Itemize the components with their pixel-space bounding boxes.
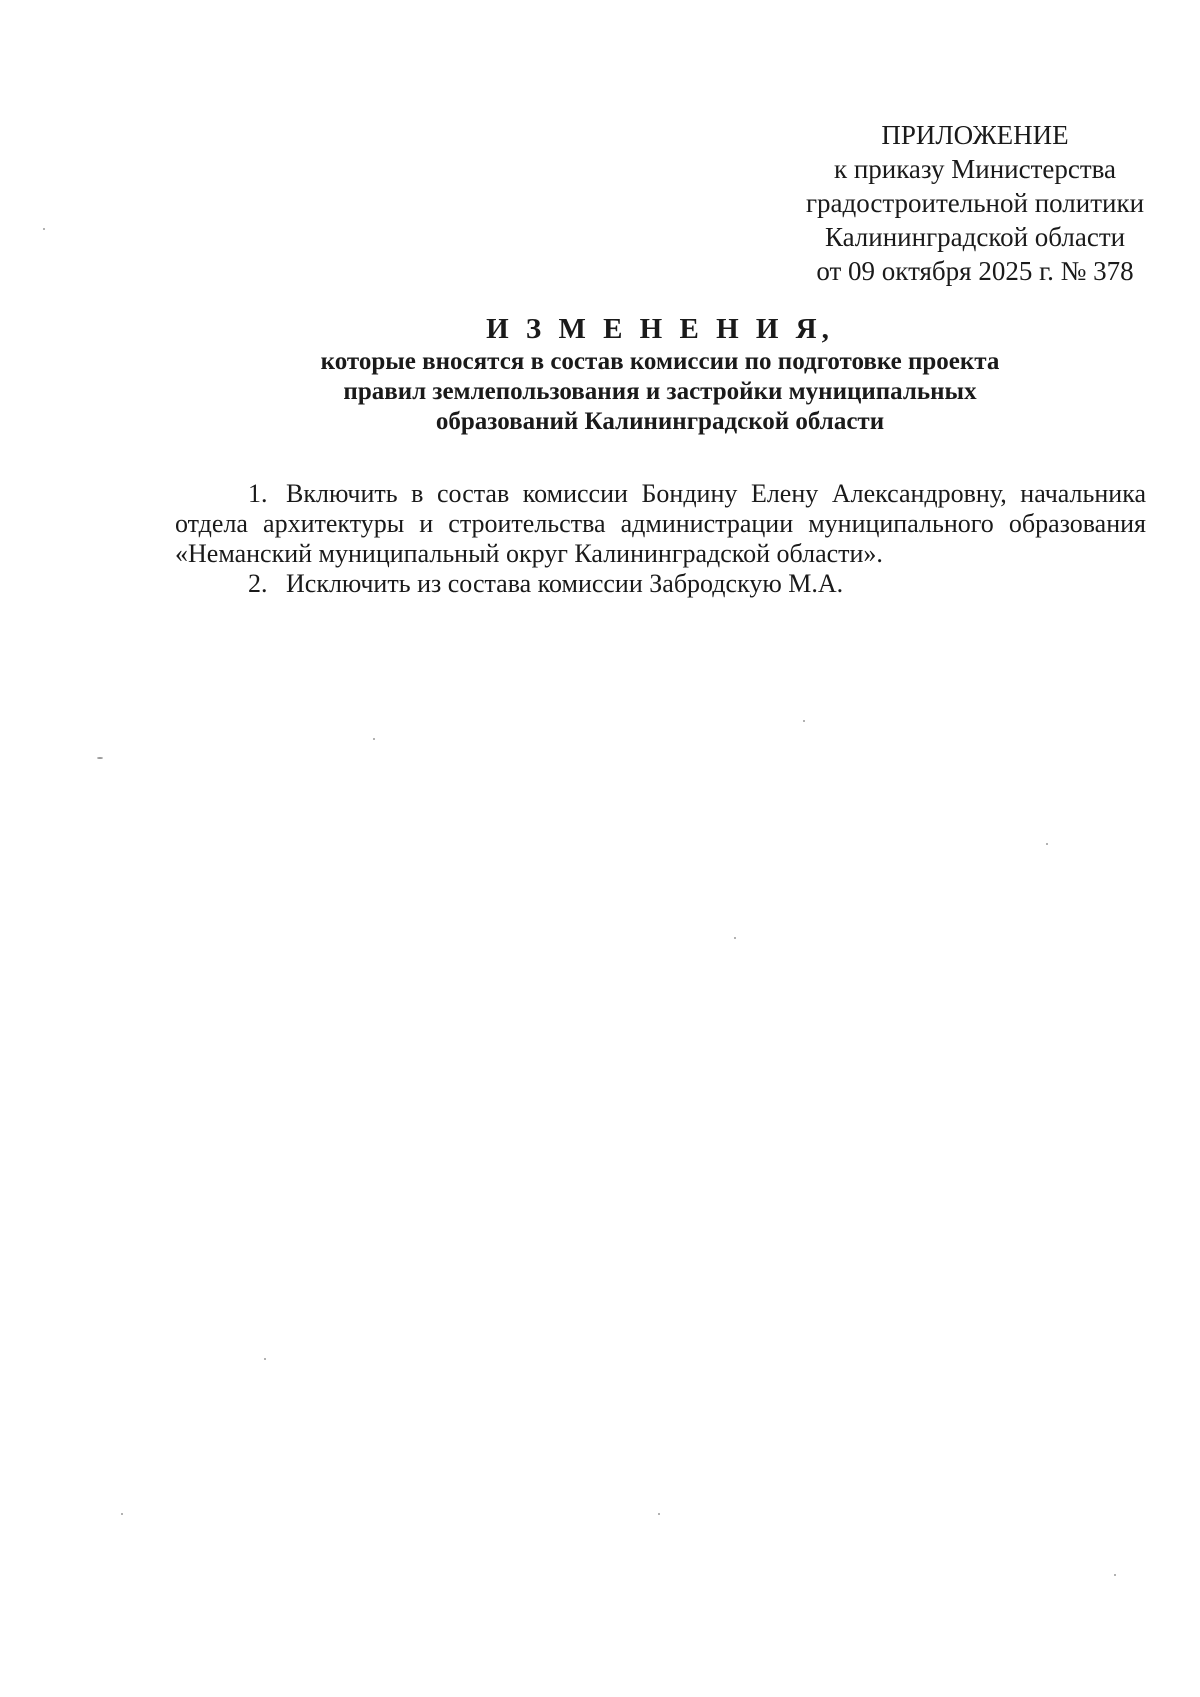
heading-subtitle-line: правил землепользования и застройки муниципальных — [343, 378, 977, 405]
appendix-title: ПРИЛОЖЕНИЕ — [881, 120, 1069, 150]
list-item-text: Включить в состав комиссии Бондину Елену Александровну, начальника отдела архитектуры и строительства администрации муниципального образования «Неманский муниципальный округ Калининградской области». — [175, 479, 1146, 568]
appendix-date: от 09 октября 2025 г. № 378 — [816, 256, 1134, 286]
appendix-line: градостроительной политики — [805, 188, 1145, 218]
document-heading — [160, 311, 1160, 437]
appendix-block — [770, 118, 1180, 288]
heading-subtitle-line: которые вносятся в состав комиссии по подготовке проекта — [320, 348, 1000, 375]
appendix-line: к приказу Министерства — [833, 154, 1117, 184]
scan-speck — [121, 1513, 123, 1515]
scan-speck — [658, 1513, 660, 1515]
scan-speck — [264, 1358, 266, 1360]
document-body — [175, 479, 1146, 599]
scan-speck — [1114, 1574, 1116, 1576]
scan-speck — [734, 937, 736, 939]
list-item — [175, 479, 1146, 569]
appendix-line: Калининградской области — [824, 222, 1126, 252]
scan-speck — [97, 757, 103, 759]
heading-title: И З М Е Н Е Н И Я, — [486, 313, 834, 345]
scan-speck — [373, 738, 375, 740]
heading-subtitle-line: образований Калининградской области — [435, 408, 885, 435]
list-item-number: 2. — [248, 569, 268, 598]
scan-speck — [1046, 843, 1048, 845]
list-item-number: 1. — [248, 479, 268, 508]
scan-speck — [803, 720, 805, 722]
list-item-text: Исключить из состава комиссии Забродскую М.А. — [286, 569, 844, 598]
scan-speck — [43, 228, 45, 230]
list-item — [175, 569, 1146, 599]
